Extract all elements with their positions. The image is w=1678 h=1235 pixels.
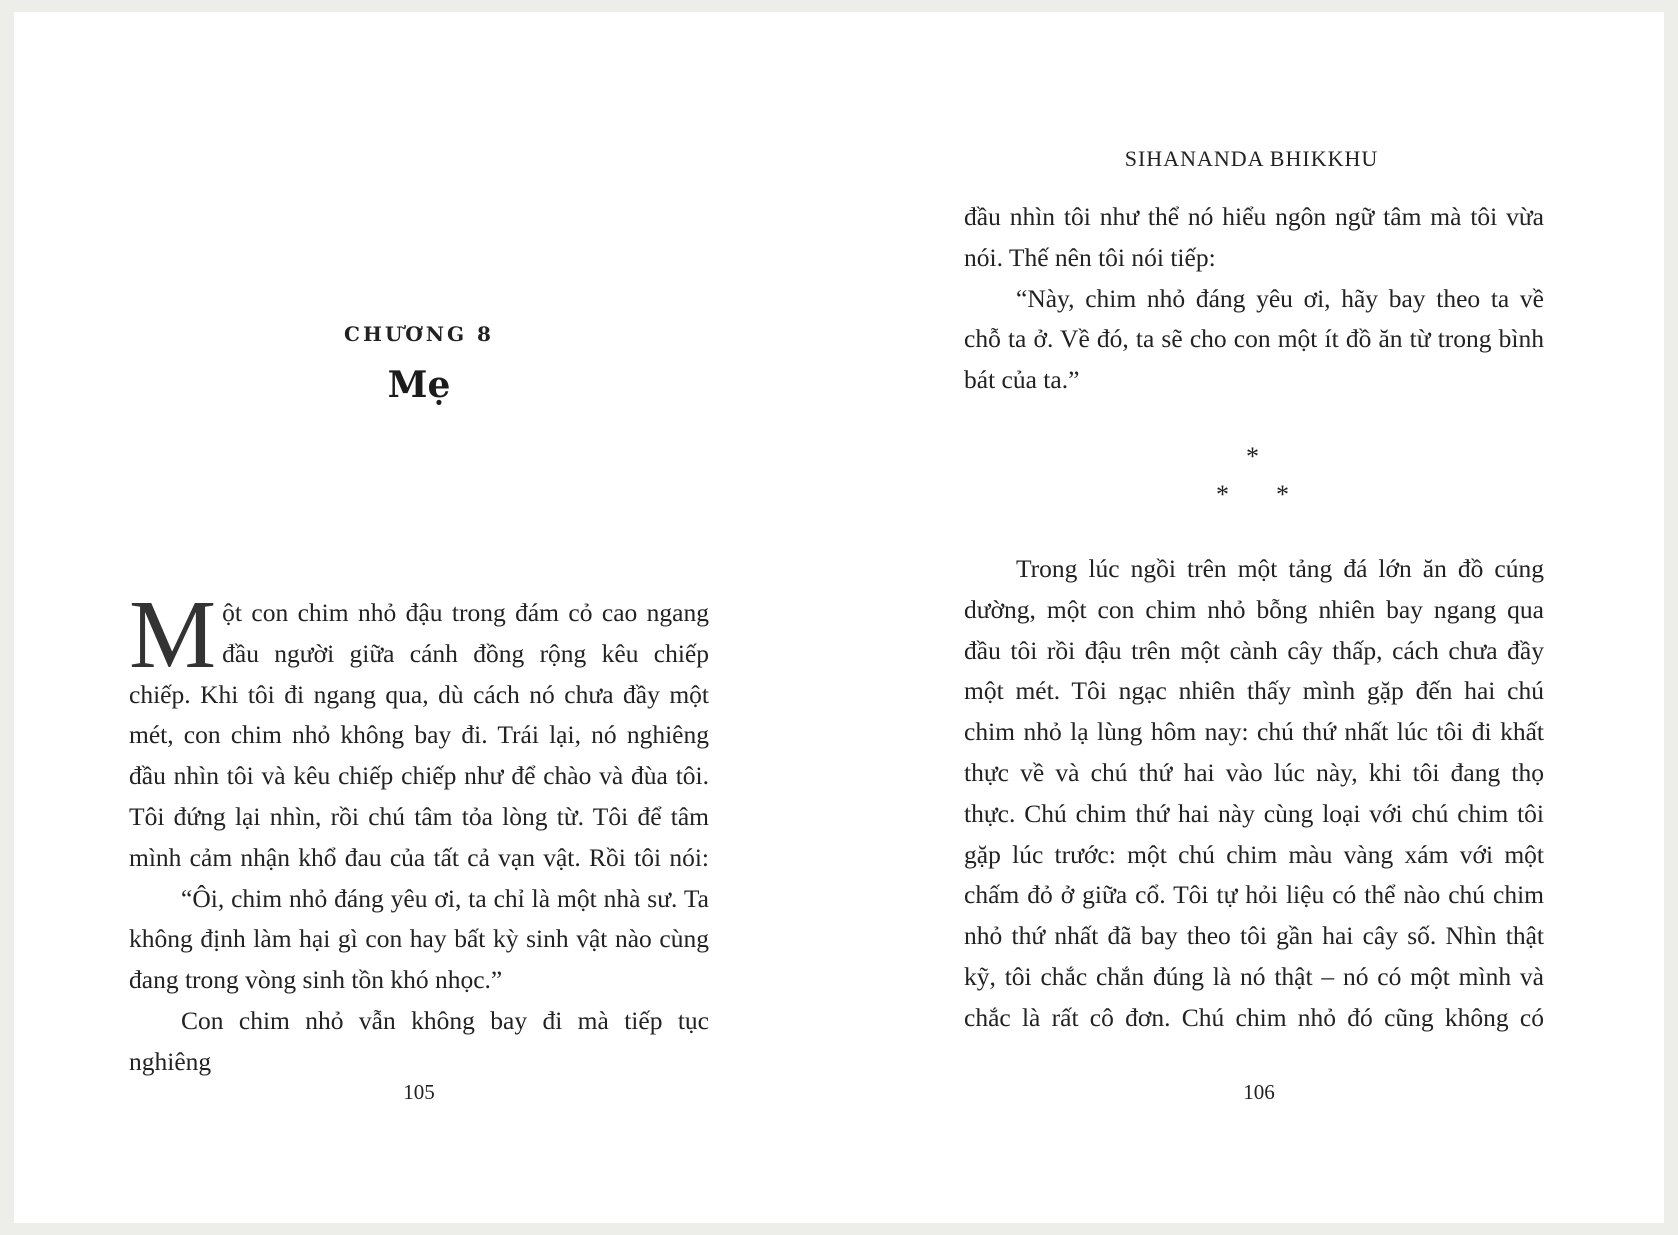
- body-paragraph: Con chim nhỏ vẫn không bay đi mà tiếp tục nghiêng: [129, 1005, 709, 1076]
- body-paragraph: “Ôi, chim nhỏ đáng yêu ơi, ta chỉ là một nhà sư. Ta không định làm hại gì con hay bất kỳ sinh vật nào cùng đang trong vòng sinh tồn khó nhọc.”: [129, 883, 709, 995]
- book-spread: [14, 12, 1664, 1223]
- chapter-title: Mẹ: [387, 364, 451, 406]
- page-number: 105: [403, 1080, 435, 1104]
- right-bottom-text: [964, 549, 1544, 1039]
- separator-asterisk: *: [1276, 480, 1289, 509]
- body-paragraph: Trong lúc ngồi trên một tảng đá lớn ăn đồ cúng dường, một con chim nhỏ bỗng nhiên bay ngang qua đầu tôi rồi đậu trên một cành cây thấp, cách chưa đầy một mét. Tôi ngạc nhiên thấy mình gặp đến hai chú chim nhỏ lạ lùng hôm nay: chú thứ nhất lúc tôi đi khất thực về và chú thứ hai vào lúc này, khi tôi đang thọ thực. Chú chim thứ hai này cùng loại với chú chim tôi gặp lúc trước: một chú chim màu vàng xám với một chấm đỏ ở giữa cổ. Tôi tự hỏi liệu có thể nào chú chim nhỏ thứ nhất đã bay theo tôi gần hai cây số. Nhìn thật kỹ, tôi chắc chắn đúng là nó thật – nó có một mình và chắc là rất cô đơn. Chú chim nhỏ đó cũng không có: [964, 554, 1544, 1032]
- section-separator: [964, 442, 1544, 509]
- drop-cap: M: [129, 581, 217, 689]
- body-paragraph: “Này, chim nhỏ đáng yêu ơi, hãy bay theo ta về chỗ ta ở. Về đó, ta sẽ cho con một ít đồ ăn từ trong bình bát của ta.”: [964, 283, 1544, 395]
- opening-paragraph: [129, 581, 709, 879]
- left-page: [14, 12, 839, 1223]
- left-body-text: [129, 581, 709, 1083]
- chapter-label: CHƯƠNG 8: [344, 322, 494, 346]
- opening-paragraph-text: ột con chim nhỏ đậu trong đám cỏ cao ngang đầu người giữa cánh đồng rộng kêu chiếp chiếp. Khi tôi đi ngang qua, dù cách nó chưa đầy một mét, con chim nhỏ không bay đi. Trái lại, nó nghiêng đầu nhìn tôi và kêu chiếp chiếp như để chào và đùa tôi. Tôi đứng lại nhìn, rồi chú tâm tỏa lòng từ. Tôi để tâm mình cảm nhận khổ đau của tất cả vạn vật. Rồi tôi nói:: [129, 598, 709, 872]
- right-top-text: [964, 197, 1544, 401]
- body-paragraph: đầu nhìn tôi như thể nó hiểu ngôn ngữ tâm mà tôi vừa nói. Thế nên tôi nói tiếp:: [964, 202, 1544, 272]
- page-number: 106: [1243, 1080, 1275, 1104]
- separator-asterisk: *: [1216, 480, 1229, 509]
- right-page: [839, 12, 1664, 1223]
- running-head: SIHANANDA BHIKKHU: [1124, 146, 1379, 171]
- separator-asterisk: *: [1246, 442, 1259, 471]
